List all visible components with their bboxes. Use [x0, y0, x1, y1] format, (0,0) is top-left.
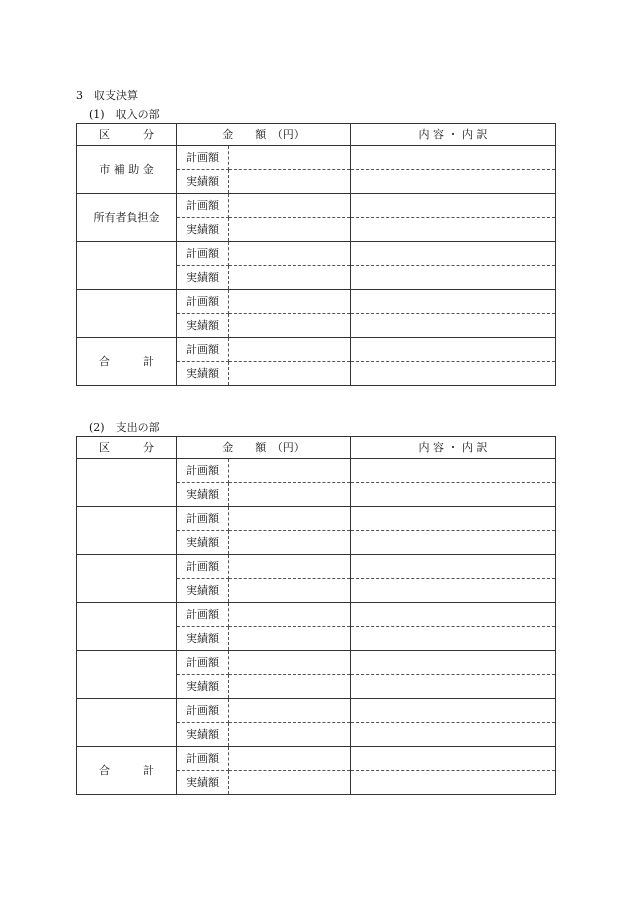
- plan-amount-field[interactable]: [229, 507, 351, 531]
- expense-header-row: [77, 437, 556, 459]
- header-amount: 金 額 （円）: [177, 124, 351, 146]
- actual-amount-field[interactable]: [229, 771, 351, 795]
- actual-label: 実績額: [177, 483, 229, 507]
- plan-amount-field[interactable]: [229, 146, 351, 170]
- actual-detail-field[interactable]: [351, 627, 556, 651]
- actual-amount-field[interactable]: [229, 483, 351, 507]
- income-table: [76, 123, 556, 386]
- category-cell: [77, 507, 177, 555]
- actual-detail-field[interactable]: [351, 579, 556, 603]
- header-category: 区 分: [77, 124, 177, 146]
- plan-label: 計画額: [177, 146, 229, 170]
- actual-detail-field[interactable]: [351, 483, 556, 507]
- section-title: 3 収支決算: [76, 89, 138, 102]
- actual-detail-field[interactable]: [351, 314, 556, 338]
- actual-detail-field[interactable]: [351, 362, 556, 386]
- actual-label: 実績額: [177, 314, 229, 338]
- category-cell: 市 補 助 金: [77, 146, 177, 194]
- plan-detail-field[interactable]: [351, 338, 556, 362]
- income-row-plan: [77, 242, 556, 266]
- actual-label: 実績額: [177, 266, 229, 290]
- actual-label: 実績額: [177, 627, 229, 651]
- plan-detail-field[interactable]: [351, 146, 556, 170]
- actual-amount-field[interactable]: [229, 266, 351, 290]
- actual-amount-field[interactable]: [229, 362, 351, 386]
- actual-label: 実績額: [177, 362, 229, 386]
- actual-label: 実績額: [177, 771, 229, 795]
- category-cell: [77, 555, 177, 603]
- category-cell: [77, 459, 177, 507]
- plan-label: 計画額: [177, 699, 229, 723]
- actual-detail-field[interactable]: [351, 675, 556, 699]
- expense-row-plan: [77, 555, 556, 579]
- category-cell: [77, 290, 177, 338]
- actual-detail-field[interactable]: [351, 218, 556, 242]
- plan-amount-field[interactable]: [229, 555, 351, 579]
- plan-label: 計画額: [177, 290, 229, 314]
- actual-label: 実績額: [177, 579, 229, 603]
- header-detail: 内 容 ・ 内 訳: [351, 437, 556, 459]
- plan-detail-field[interactable]: [351, 459, 556, 483]
- category-cell: 合 計: [77, 747, 177, 795]
- expense-row-plan: [77, 507, 556, 531]
- expense-title: (2) 支出の部: [89, 421, 160, 434]
- actual-detail-field[interactable]: [351, 170, 556, 194]
- income-row-plan: [77, 290, 556, 314]
- category-cell: 所有者負担金: [77, 194, 177, 242]
- actual-amount-field[interactable]: [229, 218, 351, 242]
- plan-amount-field[interactable]: [229, 242, 351, 266]
- header-category: 区 分: [77, 437, 177, 459]
- plan-detail-field[interactable]: [351, 651, 556, 675]
- actual-detail-field[interactable]: [351, 771, 556, 795]
- plan-label: 計画額: [177, 459, 229, 483]
- actual-label: 実績額: [177, 723, 229, 747]
- plan-label: 計画額: [177, 651, 229, 675]
- income-title: (1) 収入の部: [89, 108, 160, 121]
- income-row-plan: [77, 338, 556, 362]
- plan-label: 計画額: [177, 555, 229, 579]
- header-detail: 内 容 ・ 内 訳: [351, 124, 556, 146]
- expense-row-plan: [77, 699, 556, 723]
- plan-label: 計画額: [177, 507, 229, 531]
- actual-detail-field[interactable]: [351, 531, 556, 555]
- actual-amount-field[interactable]: [229, 675, 351, 699]
- category-cell: [77, 603, 177, 651]
- plan-amount-field[interactable]: [229, 290, 351, 314]
- plan-amount-field[interactable]: [229, 194, 351, 218]
- actual-label: 実績額: [177, 675, 229, 699]
- plan-detail-field[interactable]: [351, 290, 556, 314]
- category-cell: [77, 651, 177, 699]
- category-cell: [77, 699, 177, 747]
- plan-label: 計画額: [177, 242, 229, 266]
- actual-detail-field[interactable]: [351, 723, 556, 747]
- actual-amount-field[interactable]: [229, 314, 351, 338]
- plan-detail-field[interactable]: [351, 194, 556, 218]
- expense-row-plan: [77, 651, 556, 675]
- expense-row-plan: [77, 459, 556, 483]
- plan-detail-field[interactable]: [351, 242, 556, 266]
- plan-detail-field[interactable]: [351, 603, 556, 627]
- plan-detail-field[interactable]: [351, 555, 556, 579]
- actual-amount-field[interactable]: [229, 531, 351, 555]
- plan-label: 計画額: [177, 747, 229, 771]
- category-cell: [77, 242, 177, 290]
- plan-amount-field[interactable]: [229, 603, 351, 627]
- income-header-row: [77, 124, 556, 146]
- category-cell: 合 計: [77, 338, 177, 386]
- plan-detail-field[interactable]: [351, 747, 556, 771]
- plan-amount-field[interactable]: [229, 338, 351, 362]
- plan-amount-field[interactable]: [229, 651, 351, 675]
- plan-amount-field[interactable]: [229, 699, 351, 723]
- actual-detail-field[interactable]: [351, 266, 556, 290]
- actual-amount-field[interactable]: [229, 170, 351, 194]
- plan-label: 計画額: [177, 194, 229, 218]
- plan-amount-field[interactable]: [229, 747, 351, 771]
- income-row-plan: [77, 194, 556, 218]
- plan-label: 計画額: [177, 338, 229, 362]
- actual-label: 実績額: [177, 170, 229, 194]
- income-row-plan: [77, 146, 556, 170]
- actual-amount-field[interactable]: [229, 723, 351, 747]
- plan-label: 計画額: [177, 603, 229, 627]
- plan-detail-field[interactable]: [351, 507, 556, 531]
- plan-amount-field[interactable]: [229, 459, 351, 483]
- header-amount: 金 額 （円）: [177, 437, 351, 459]
- plan-detail-field[interactable]: [351, 699, 556, 723]
- actual-label: 実績額: [177, 218, 229, 242]
- expense-table: [76, 436, 556, 795]
- actual-amount-field[interactable]: [229, 627, 351, 651]
- expense-row-plan: [77, 747, 556, 771]
- expense-row-plan: [77, 603, 556, 627]
- actual-label: 実績額: [177, 531, 229, 555]
- actual-amount-field[interactable]: [229, 579, 351, 603]
